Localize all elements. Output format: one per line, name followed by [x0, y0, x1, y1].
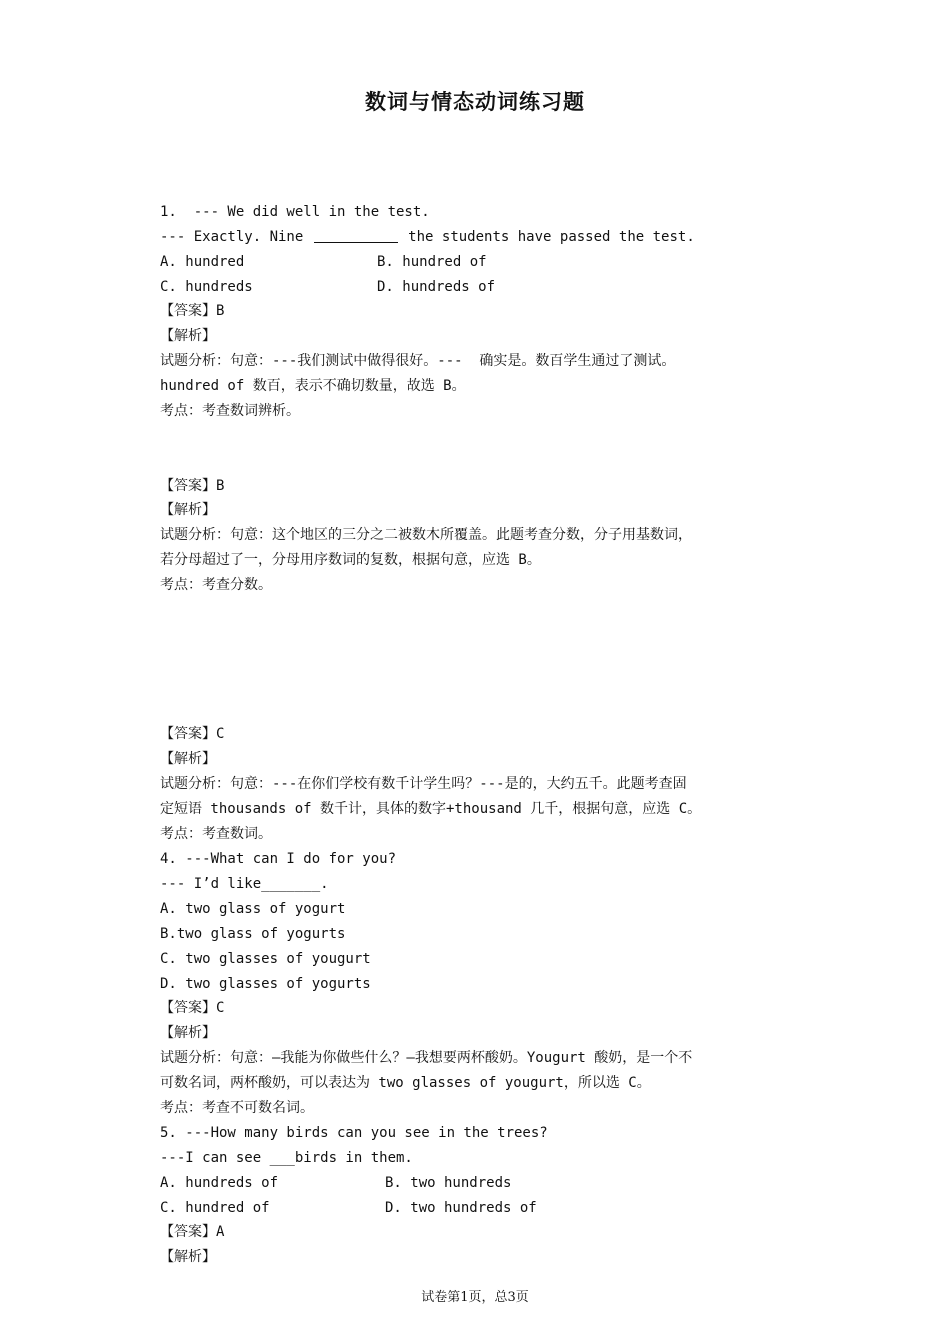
q4-option-c: C. two glasses of yougurt: [160, 951, 371, 967]
q1-stem: 1. --- We did well in the test.: [160, 204, 430, 220]
q5-answer: 【答案】A: [160, 1224, 225, 1240]
q4-option-d: D. two glasses of yogurts: [160, 976, 371, 992]
q5-option-b: B. two hundreds: [385, 1175, 512, 1191]
page-footer: 试卷第1页，总3页: [421, 1290, 529, 1305]
q4-point: 考点：考查不可数名词。: [160, 1100, 314, 1116]
q5-analysis-label: 【解析】: [160, 1249, 216, 1265]
q2-analysis-line1: 试题分析：句意：这个地区的三分之二被数木所覆盖。此题考查分数，分子用基数词，: [160, 527, 692, 543]
q4-analysis-label: 【解析】: [160, 1025, 216, 1041]
page-title: 数词与情态动词练习题: [365, 90, 585, 114]
q1-analysis-line1: 试题分析：句意：---我们测试中做得很好。--- 确实是。数百学生通过了测试。: [160, 353, 676, 369]
q1-line2-b: the students have passed the test.: [408, 229, 695, 245]
q4-analysis-line2: 可数名词，两杯酸奶，可以表达为 two glasses of yougurt，所以选 C。: [160, 1075, 651, 1091]
q5-option-a: A. hundreds of: [160, 1175, 279, 1191]
q1-option-b: B. hundred of: [377, 254, 487, 270]
q5-option-c: C. hundred of: [160, 1200, 270, 1216]
q4-stem: 4. ---What can I do for you?: [160, 851, 397, 867]
q2-analysis-label: 【解析】: [160, 502, 216, 518]
q4-analysis-line1: 试题分析：句意：—我能为你做些什么？–我想要两杯酸奶。Yougurt 酸奶，是一个不: [160, 1050, 693, 1066]
q3-analysis-line2: 定短语 thousands of 数千计，具体的数字+thousand 几千，根据句意，应选 C。: [160, 801, 702, 817]
q1-line2-a: --- Exactly. Nine: [160, 229, 304, 245]
q1-blank: [314, 228, 398, 243]
q1-option-c: C. hundreds: [160, 279, 253, 295]
q1-analysis-label: 【解析】: [160, 328, 216, 344]
q5-line2: ---I can see ___birds in them.: [160, 1150, 413, 1166]
q5-option-d: D. two hundreds of: [385, 1200, 537, 1216]
q1-answer: 【答案】B: [160, 303, 225, 319]
q1-point: 考点：考查数词辨析。: [160, 403, 300, 419]
q1-line2: [160, 227, 695, 247]
q4-line2: --- I’d like_______.: [160, 876, 329, 892]
q4-option-b: B.two glass of yogurts: [160, 926, 346, 942]
q3-analysis-line1: 试题分析：句意：---在你们学校有数千计学生吗？---是的，大约五千。此题考查固: [160, 776, 687, 792]
q1-option-a: A. hundred: [160, 254, 245, 270]
q2-analysis-line2: 若分母超过了一，分母用序数词的复数，根据句意，应选 B。: [160, 552, 541, 568]
q3-answer: 【答案】C: [160, 726, 225, 742]
q2-point: 考点：考查分数。: [160, 577, 272, 593]
q4-option-a: A. two glass of yogurt: [160, 901, 346, 917]
q2-answer: 【答案】B: [160, 478, 225, 494]
q5-stem: 5. ---How many birds can you see in the trees?: [160, 1125, 548, 1141]
q3-point: 考点：考查数词。: [160, 826, 272, 842]
q3-analysis-label: 【解析】: [160, 751, 216, 767]
q1-option-d: D. hundreds of: [377, 279, 496, 295]
q1-analysis-line2: hundred of 数百，表示不确切数量，故选 B。: [160, 378, 466, 394]
q4-answer: 【答案】C: [160, 1000, 225, 1016]
